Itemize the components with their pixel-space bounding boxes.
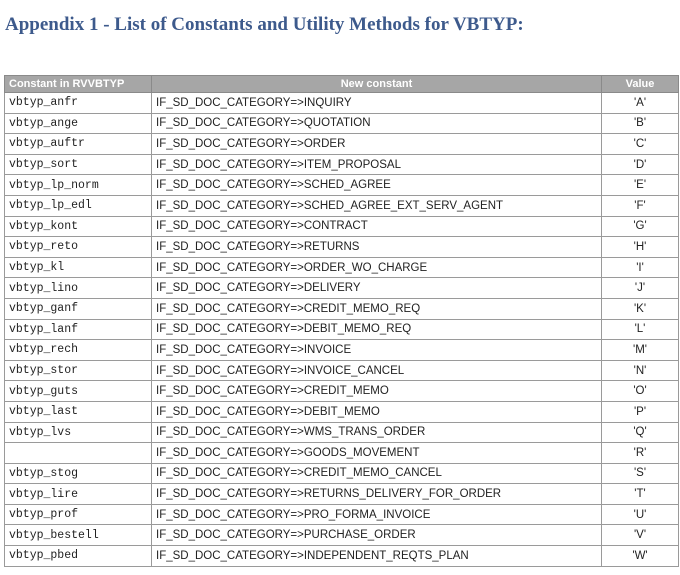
table-row bbox=[5, 525, 679, 546]
table-row bbox=[5, 175, 679, 196]
value-cell: 'N' bbox=[602, 360, 679, 381]
constants-table bbox=[4, 75, 679, 567]
old-constant-cell: vbtyp_lp_norm bbox=[5, 175, 152, 196]
table-row bbox=[5, 298, 679, 319]
old-constant-cell: vbtyp_rech bbox=[5, 340, 152, 361]
old-constant-cell: vbtyp_auftr bbox=[5, 134, 152, 155]
old-constant-cell: vbtyp_lp_edl bbox=[5, 195, 152, 216]
new-constant-cell: IF_SD_DOC_CATEGORY=>SCHED_AGREE_EXT_SERV_AGENT bbox=[152, 195, 602, 216]
table-header-row bbox=[5, 76, 679, 93]
old-constant-cell: vbtyp_sort bbox=[5, 154, 152, 175]
value-cell: 'J' bbox=[602, 278, 679, 299]
value-cell: 'A' bbox=[602, 93, 679, 114]
old-constant-cell: vbtyp_kont bbox=[5, 216, 152, 237]
value-cell: 'C' bbox=[602, 134, 679, 155]
table-row bbox=[5, 463, 679, 484]
old-constant-cell: vbtyp_kl bbox=[5, 257, 152, 278]
table-row bbox=[5, 484, 679, 505]
value-cell: 'M' bbox=[602, 340, 679, 361]
new-constant-cell: IF_SD_DOC_CATEGORY=>DEBIT_MEMO_REQ bbox=[152, 319, 602, 340]
value-cell: 'K' bbox=[602, 298, 679, 319]
table-row bbox=[5, 257, 679, 278]
table-row bbox=[5, 195, 679, 216]
old-constant-cell: vbtyp_anfr bbox=[5, 93, 152, 114]
old-constant-cell: vbtyp_lvs bbox=[5, 422, 152, 443]
table-row bbox=[5, 381, 679, 402]
table-row bbox=[5, 546, 679, 567]
table-row bbox=[5, 154, 679, 175]
old-constant-cell: vbtyp_ange bbox=[5, 113, 152, 134]
new-constant-cell: IF_SD_DOC_CATEGORY=>ORDER bbox=[152, 134, 602, 155]
table-row bbox=[5, 134, 679, 155]
new-constant-cell: IF_SD_DOC_CATEGORY=>QUOTATION bbox=[152, 113, 602, 134]
value-cell: 'H' bbox=[602, 237, 679, 258]
value-cell: 'I' bbox=[602, 257, 679, 278]
old-constant-cell: vbtyp_guts bbox=[5, 381, 152, 402]
new-constant-cell: IF_SD_DOC_CATEGORY=>SCHED_AGREE bbox=[152, 175, 602, 196]
value-cell: 'G' bbox=[602, 216, 679, 237]
table-row bbox=[5, 401, 679, 422]
table-row bbox=[5, 237, 679, 258]
value-cell: 'S' bbox=[602, 463, 679, 484]
new-constant-cell: IF_SD_DOC_CATEGORY=>PURCHASE_ORDER bbox=[152, 525, 602, 546]
table-row bbox=[5, 422, 679, 443]
table-row bbox=[5, 113, 679, 134]
header-new-constant: New constant bbox=[152, 76, 602, 93]
header-value: Value bbox=[602, 76, 679, 93]
page-title: Appendix 1 - List of Constants and Utility Methods for VBTYP: bbox=[5, 14, 524, 35]
value-cell: 'T' bbox=[602, 484, 679, 505]
value-cell: 'V' bbox=[602, 525, 679, 546]
old-constant-cell bbox=[5, 443, 152, 464]
new-constant-cell: IF_SD_DOC_CATEGORY=>CREDIT_MEMO_CANCEL bbox=[152, 463, 602, 484]
table-row bbox=[5, 360, 679, 381]
new-constant-cell: IF_SD_DOC_CATEGORY=>ORDER_WO_CHARGE bbox=[152, 257, 602, 278]
old-constant-cell: vbtyp_stog bbox=[5, 463, 152, 484]
table-row bbox=[5, 319, 679, 340]
value-cell: 'E' bbox=[602, 175, 679, 196]
new-constant-cell: IF_SD_DOC_CATEGORY=>GOODS_MOVEMENT bbox=[152, 443, 602, 464]
old-constant-cell: vbtyp_bestell bbox=[5, 525, 152, 546]
value-cell: 'F' bbox=[602, 195, 679, 216]
new-constant-cell: IF_SD_DOC_CATEGORY=>WMS_TRANS_ORDER bbox=[152, 422, 602, 443]
new-constant-cell: IF_SD_DOC_CATEGORY=>PRO_FORMA_INVOICE bbox=[152, 504, 602, 525]
new-constant-cell: IF_SD_DOC_CATEGORY=>ITEM_PROPOSAL bbox=[152, 154, 602, 175]
header-constant-in-rvvbtyp: Constant in RVVBTYP bbox=[5, 76, 152, 93]
new-constant-cell: IF_SD_DOC_CATEGORY=>RETURNS_DELIVERY_FOR_ORDER bbox=[152, 484, 602, 505]
value-cell: 'D' bbox=[602, 154, 679, 175]
value-cell: 'U' bbox=[602, 504, 679, 525]
new-constant-cell: IF_SD_DOC_CATEGORY=>CREDIT_MEMO_REQ bbox=[152, 298, 602, 319]
old-constant-cell: vbtyp_lire bbox=[5, 484, 152, 505]
new-constant-cell: IF_SD_DOC_CATEGORY=>INVOICE bbox=[152, 340, 602, 361]
new-constant-cell: IF_SD_DOC_CATEGORY=>RETURNS bbox=[152, 237, 602, 258]
new-constant-cell: IF_SD_DOC_CATEGORY=>CONTRACT bbox=[152, 216, 602, 237]
old-constant-cell: vbtyp_prof bbox=[5, 504, 152, 525]
value-cell: 'W' bbox=[602, 546, 679, 567]
new-constant-cell: IF_SD_DOC_CATEGORY=>INQUIRY bbox=[152, 93, 602, 114]
old-constant-cell: vbtyp_reto bbox=[5, 237, 152, 258]
value-cell: 'P' bbox=[602, 401, 679, 422]
table-row bbox=[5, 93, 679, 114]
value-cell: 'R' bbox=[602, 443, 679, 464]
new-constant-cell: IF_SD_DOC_CATEGORY=>INVOICE_CANCEL bbox=[152, 360, 602, 381]
value-cell: 'B' bbox=[602, 113, 679, 134]
old-constant-cell: vbtyp_stor bbox=[5, 360, 152, 381]
value-cell: 'L' bbox=[602, 319, 679, 340]
new-constant-cell: IF_SD_DOC_CATEGORY=>DEBIT_MEMO bbox=[152, 401, 602, 422]
old-constant-cell: vbtyp_last bbox=[5, 401, 152, 422]
table-row bbox=[5, 216, 679, 237]
table-row bbox=[5, 504, 679, 525]
new-constant-cell: IF_SD_DOC_CATEGORY=>INDEPENDENT_REQTS_PLAN bbox=[152, 546, 602, 567]
old-constant-cell: vbtyp_pbed bbox=[5, 546, 152, 567]
old-constant-cell: vbtyp_lanf bbox=[5, 319, 152, 340]
new-constant-cell: IF_SD_DOC_CATEGORY=>CREDIT_MEMO bbox=[152, 381, 602, 402]
new-constant-cell: IF_SD_DOC_CATEGORY=>DELIVERY bbox=[152, 278, 602, 299]
old-constant-cell: vbtyp_lino bbox=[5, 278, 152, 299]
table-row bbox=[5, 340, 679, 361]
table-row bbox=[5, 278, 679, 299]
value-cell: 'O' bbox=[602, 381, 679, 402]
old-constant-cell: vbtyp_ganf bbox=[5, 298, 152, 319]
value-cell: 'Q' bbox=[602, 422, 679, 443]
table-row bbox=[5, 443, 679, 464]
